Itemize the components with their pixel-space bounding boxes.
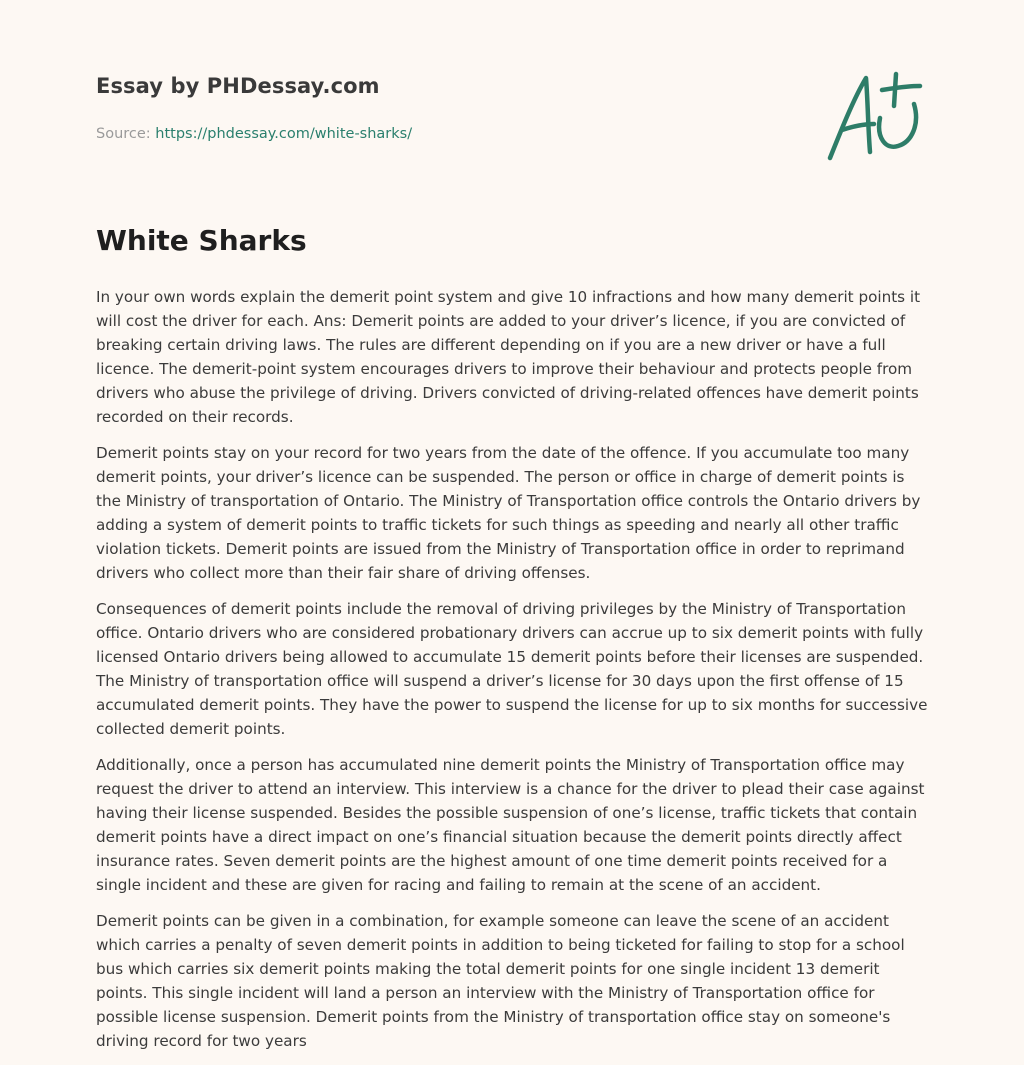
- a-plus-grade-icon: [820, 66, 930, 166]
- essay-body: [96, 285, 932, 1065]
- essay-title: White Sharks: [96, 224, 307, 257]
- essay-paragraph: Demerit points stay on your record for two years from the date of the offence. If you accumulate too many demerit points, your driver’s licence can be suspended. The person or office in charge of demerit points is the Ministry of transportation of Ontario. The Ministry of Transportation office controls the Ontario drivers by adding a system of demerit points to traffic tickets for such things as speeding and nearly all other traffic violation tickets. Demerit points are issued from the Ministry of Transportation office in order to reprimand drivers who collect more than their fair share of driving offenses.: [96, 444, 921, 582]
- source-label: Source:: [96, 126, 156, 142]
- source-link[interactable]: https://phdessay.com/white-sharks/: [155, 126, 413, 142]
- essay-paragraph: Consequences of demerit points include the removal of driving privileges by the Ministry of Transportation office. Ontario drivers who are considered probationary drivers can accrue up to six demerit points with fully licensed Ontario drivers being allowed to accumulate 15 demerit points before their licenses are suspended. The Ministry of transportation office will suspend a driver’s license for 30 days upon the first offense of 15 accumulated demerit points. They have the power to suspend the license for up to six months for successive collected demerit points.: [96, 600, 928, 738]
- essay-paragraph: Demerit points can be given in a combination, for example someone can leave the scene of an accident which carries a penalty of seven demerit points in addition to being ticketed for failing to stop for a school bus which carries six demerit points making the total demerit points for one single incident 13 demerit points. This single incident will land a person an interview with the Ministry of Transportation office for possible license suspension. Demerit points from the Ministry of transportation office stay on someone's driving record for two years: [96, 912, 905, 1050]
- essay-paragraph: In your own words explain the demerit point system and give 10 infractions and how many demerit points it will cost the driver for each. Ans: Demerit points are added to your driver’s licence, if you are convicted of breaking certain driving laws. The rules are different depending on if you are a new driver or have a full licence. The demerit-point system encourages drivers to improve their behaviour and protects people from drivers who abuse the privilege of driving. Drivers convicted of driving-related offences have demerit points recorded on their records.: [96, 288, 921, 426]
- source-line: [96, 126, 412, 142]
- essay-paragraph: Additionally, once a person has accumulated nine demerit points the Ministry of Transportation office may request the driver to attend an interview. This interview is a chance for the driver to plead their case against having their license suspended. Besides the possible suspension of one’s license, traffic tickets that contain demerit points have a direct impact on one’s financial situation because the demerit points directly affect insurance rates. Seven demerit points are the highest amount of one time demerit points received for a single incident and these are given for racing and failing to remain at the scene of an accident.: [96, 756, 925, 894]
- site-brand: Essay by PHDessay.com: [96, 74, 380, 98]
- header: [96, 74, 796, 142]
